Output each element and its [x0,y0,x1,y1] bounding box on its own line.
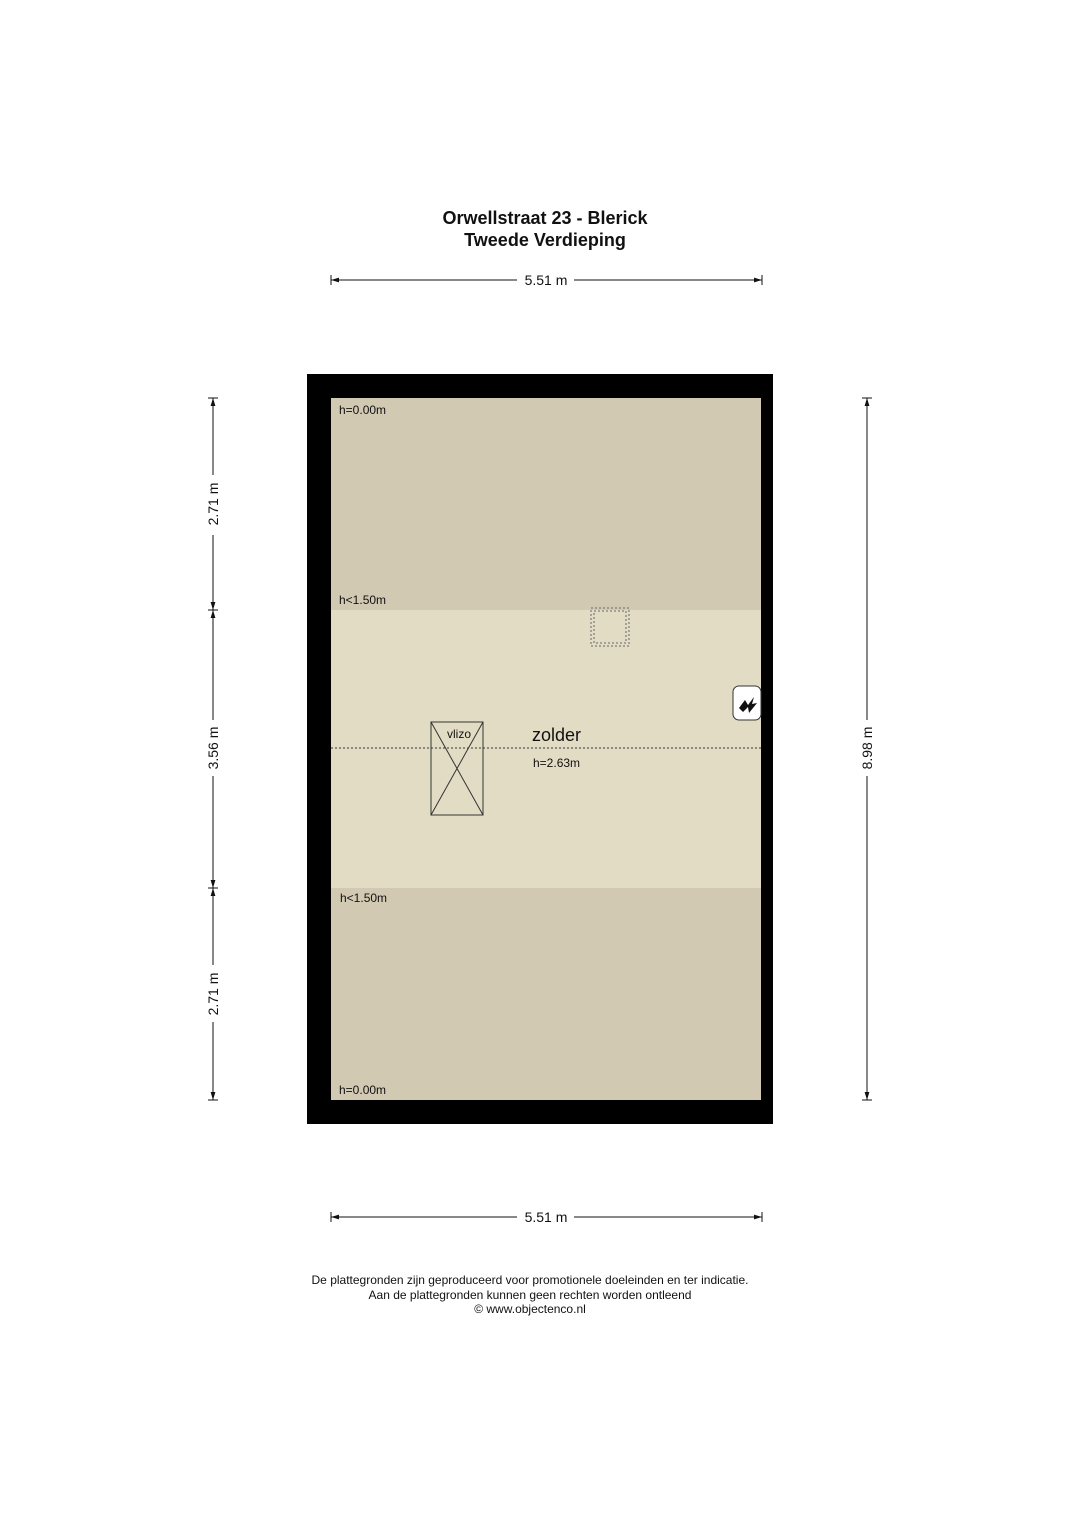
boiler-icon [733,686,761,720]
height-top-edge: h=0.00m [339,403,387,417]
height-lower-line: h<1.50m [340,891,388,905]
height-bottom-edge: h=0.00m [339,1083,387,1097]
top-width-label: 5.51 m [524,272,568,288]
right-height-dimension [859,398,875,1100]
full-height-zone [331,610,761,888]
bottom-width-label: 5.51 m [524,1209,568,1225]
plan-title-floor: Tweede Verdieping [464,230,626,250]
disclaimer-line-1: De plattegronden zijn geproduceerd voor promotionele doeleinden en ter indicatie. [311,1273,749,1287]
hatch-label: vlizo [447,727,472,741]
copyright-line: © www.objectenco.nl [474,1302,586,1316]
left-upper-label: 2.71 m [205,482,221,526]
left-middle-label: 3.56 m [205,726,221,770]
right-total-label: 8.98 m [859,726,875,770]
plan-title-address: Orwellstraat 23 - Blerick [442,208,648,228]
top-width-dimension [331,272,762,288]
height-upper-line: h<1.50m [339,593,387,607]
disclaimer-line-2: Aan de plattegronden kunnen geen rechten worden ontleend [368,1288,692,1302]
left-dimension-chain [205,398,221,1100]
room-name: zolder [532,725,582,745]
bottom-width-dimension [331,1209,762,1225]
room-height: h=2.63m [533,756,581,770]
left-lower-label: 2.71 m [205,972,221,1016]
